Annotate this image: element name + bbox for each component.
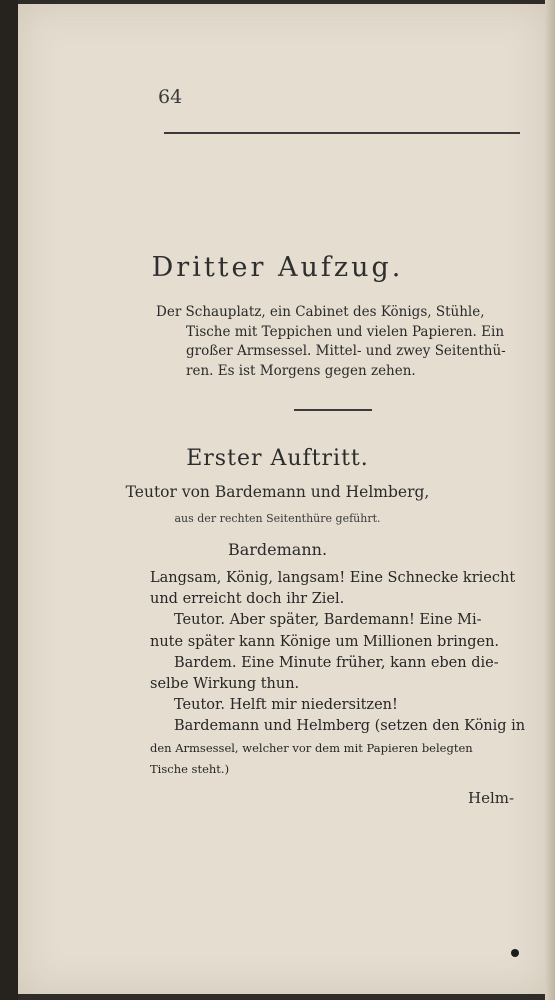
persons-line: Teutor von Bardemann und Helmberg,	[125, 483, 430, 501]
section-divider	[294, 409, 372, 411]
stage-direction-line: Der Schauplatz, ein Cabinet des Königs, Stühle,	[156, 304, 485, 320]
act-title: Dritter Aufzug.	[151, 252, 404, 283]
dialogue-line: den Armsessel, welcher vor dem mit Papieren belegten	[150, 740, 473, 755]
dialogue-line: Teutor. Aber später, Bardemann! Eine Mi-	[174, 612, 482, 629]
scene-title: Erster Auftritt.	[186, 446, 369, 471]
dialogue-block	[150, 568, 526, 780]
header-rule	[164, 132, 520, 134]
catchword: Helm-	[468, 789, 515, 807]
dialogue-line: nute später kann Könige um Millionen bringen.	[150, 633, 500, 650]
dialogue-line: Langsam, König, langsam! Eine Schnecke kriecht	[150, 570, 516, 586]
page-number: 64	[158, 86, 183, 108]
persons-note: aus der rechten Seitenthüre geführt.	[174, 512, 381, 525]
stage-direction	[156, 303, 520, 382]
ink-spot	[511, 949, 519, 957]
speaker-name: Bardemann.	[227, 540, 328, 559]
stage-direction-line: ren. Es ist Morgens gegen zehen.	[186, 363, 416, 380]
dialogue-line: Bardem. Eine Minute früher, kann eben die-	[174, 654, 499, 671]
dialogue-line: Tische steht.)	[150, 761, 230, 776]
stage-direction-line: Tische mit Teppichen und vielen Papieren. Ein	[186, 323, 505, 340]
dialogue-line: Bardemann und Helmberg (setzen den König in	[174, 718, 526, 735]
dialogue-line: selbe Wirkung thun.	[150, 676, 300, 693]
stage-direction-line: großer Armsessel. Mittel- und zwey Seitenthü-	[186, 343, 506, 360]
dialogue-line: und erreicht doch ihr Ziel.	[150, 591, 345, 608]
dialogue-line: Teutor. Helft mir niedersitzen!	[174, 697, 398, 714]
